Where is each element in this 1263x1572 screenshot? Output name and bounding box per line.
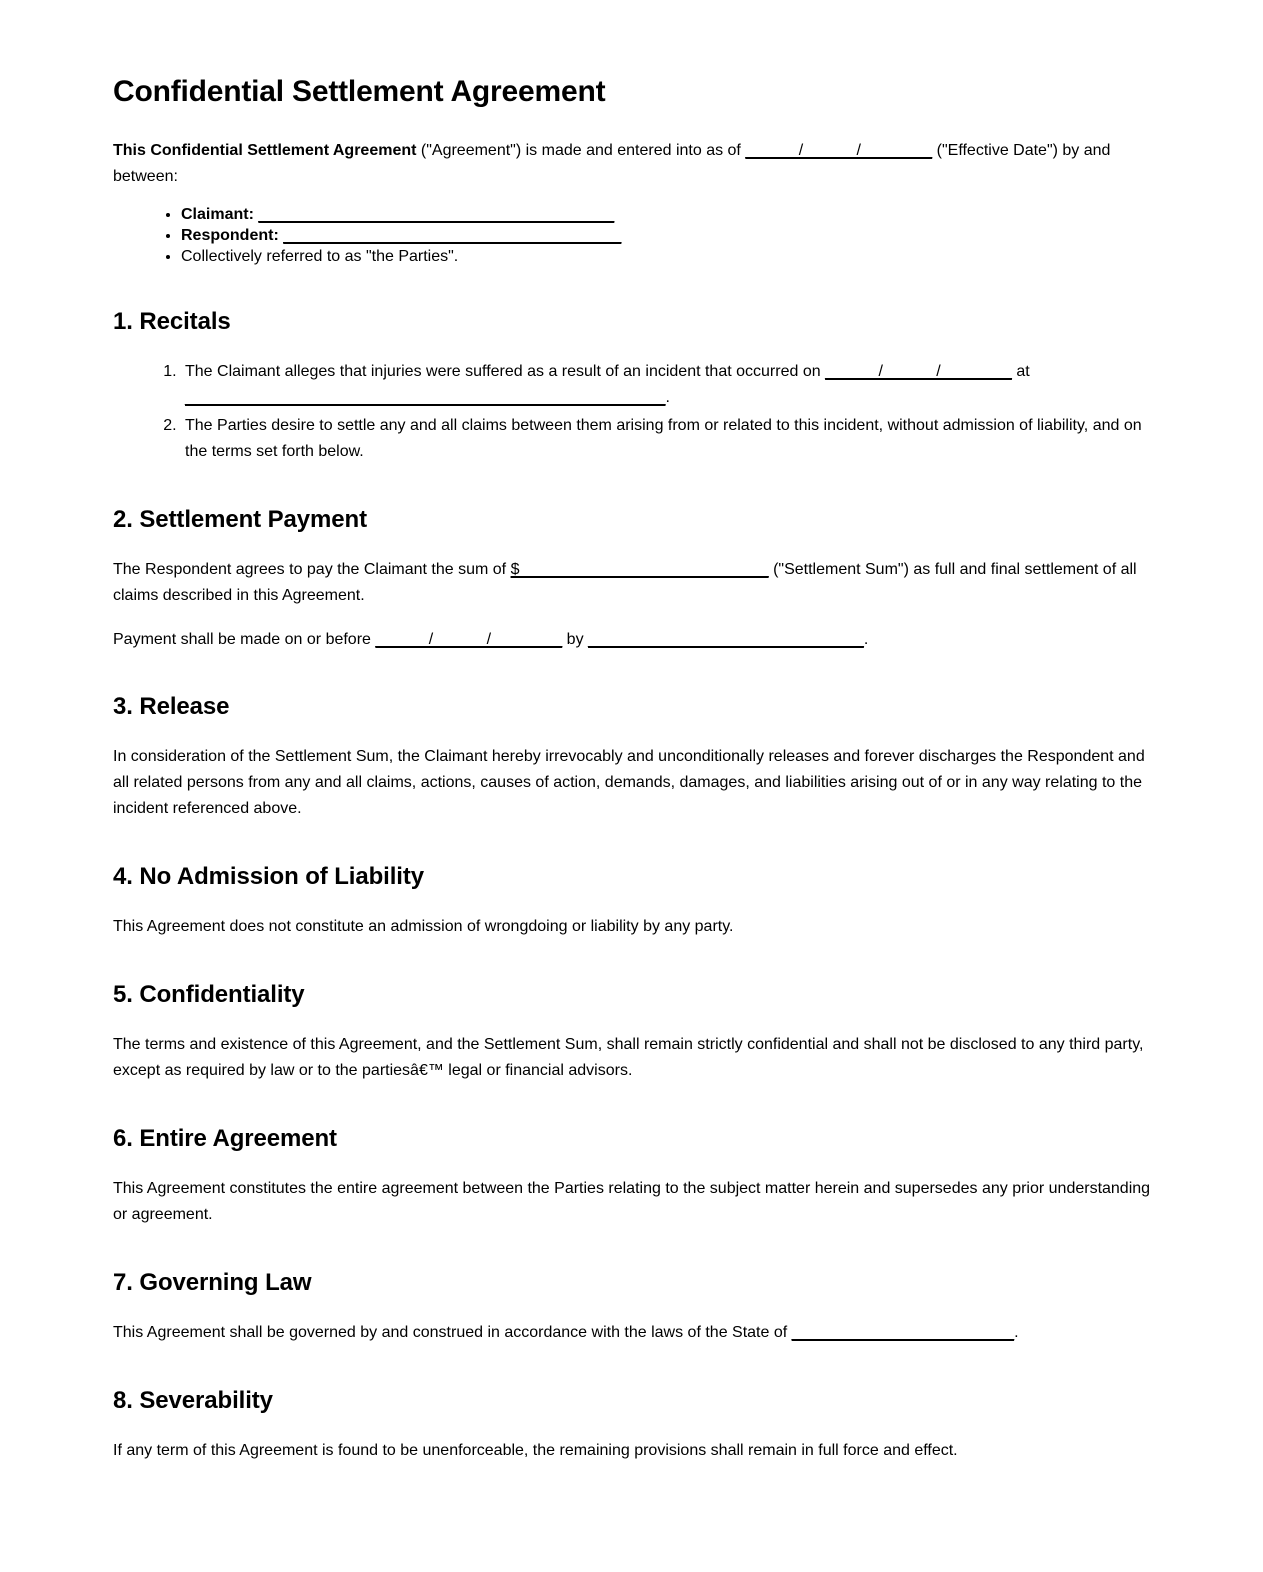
release-paragraph: In consideration of the Settlement Sum, the Claimant hereby irrevocably and unconditionally releases and forever discharges the Respondent and all related persons from any and all claims, actions, causes of action, demands, damages, and liabilities arising out of or in any way relating to the incident referenced above.	[113, 748, 1145, 818]
payment-text-3: .	[863, 630, 869, 648]
party-label-respondent: Respondent:	[181, 226, 279, 244]
intro-bold-lead: This Confidential Settlement Agreement	[113, 142, 417, 159]
party-list	[113, 204, 1160, 267]
list-item	[181, 246, 1160, 267]
section-heading-governing-law: 7. Governing Law	[113, 1268, 312, 1296]
settlement-sum-text-2: ("Settlement Sum") as full and final settlement of all claims described in this Agreement.	[113, 560, 1137, 604]
party-label-collective: Collectively referred to as "the Parties".	[181, 248, 459, 266]
governing-law-text-2: .	[1014, 1323, 1019, 1341]
no-admission-paragraph: This Agreement does not constitute an admission of wrongdoing or liability by any party.	[113, 918, 734, 936]
settlement-sum-text-1: The Respondent agrees to pay the Claimant the sum of	[113, 560, 511, 578]
section-heading-no-admission: 4. No Admission of Liability	[113, 863, 425, 891]
list-item	[181, 225, 1160, 246]
settlement-sum-blank[interactable]: $____________________________	[510, 560, 769, 578]
payment-method-blank[interactable]: _______________________________	[588, 630, 864, 648]
claimant-name-blank[interactable]: ________________________________________	[258, 205, 615, 223]
section-heading-release: 3. Release	[113, 693, 230, 721]
incident-date-blank[interactable]: ______/______/________	[825, 363, 1012, 381]
confidentiality-paragraph: The terms and existence of this Agreement, and the Settlement Sum, shall remain strictly confidential and shall not be disclosed to any third party, except as required by law or to the partiesâ€™ legal or financial advisors.	[113, 1036, 1144, 1080]
respondent-name-blank[interactable]: ______________________________________	[283, 226, 622, 244]
page-title: Confidential Settlement Agreement	[113, 75, 606, 108]
intro-after-date: ("Effective Date") by and between:	[113, 142, 1111, 185]
recitals-list	[113, 359, 1160, 465]
incident-location-blank[interactable]: ______________________________________________________	[185, 389, 666, 407]
party-label-claimant: Claimant:	[181, 205, 254, 223]
effective-date-blank[interactable]: ______/______/________	[745, 142, 933, 159]
payment-text-2: by	[562, 630, 589, 648]
governing-state-blank[interactable]: _________________________	[791, 1323, 1015, 1341]
entire-agreement-paragraph: This Agreement constitutes the entire agreement between the Parties relating to the subject matter herein and supersedes any prior understanding or agreement.	[113, 1179, 1151, 1223]
governing-law-text-1: This Agreement shall be governed by and construed in accordance with the laws of the State of	[113, 1323, 792, 1341]
recital-2-text: The Parties desire to settle any and all claims between them arising from or related to this incident, without admission of liability, and on the terms set forth below.	[185, 416, 1142, 460]
settlement-sum-paragraph	[113, 557, 1160, 609]
payment-text-1: Payment shall be made on or before	[113, 630, 376, 648]
section-heading-entire-agreement: 6. Entire Agreement	[113, 1124, 337, 1152]
list-item	[181, 413, 1160, 465]
recital-1-text-after: .	[665, 389, 670, 407]
list-item	[181, 359, 1160, 411]
severability-paragraph: If any term of this Agreement is found to be unenforceable, the remaining provisions shall remain in full force and effect.	[113, 1441, 958, 1459]
governing-law-paragraph	[113, 1320, 1160, 1346]
intro-after-lead: ("Agreement") is made and entered into as of	[416, 142, 746, 159]
section-heading-recitals: 1. Recitals	[113, 308, 231, 336]
section-heading-settlement-payment: 2. Settlement Payment	[113, 505, 367, 533]
recital-1-text-middle: at	[1011, 363, 1030, 381]
list-item	[181, 204, 1160, 225]
recital-1-text-before: The Claimant alleges that injuries were suffered as a result of an incident that occurred on	[185, 363, 826, 381]
intro-paragraph	[113, 138, 1160, 190]
section-heading-severability: 8. Severability	[113, 1386, 273, 1414]
payment-date-paragraph	[113, 627, 1160, 653]
payment-date-blank[interactable]: ______/______/________	[375, 630, 563, 648]
section-heading-confidentiality: 5. Confidentiality	[113, 981, 305, 1009]
